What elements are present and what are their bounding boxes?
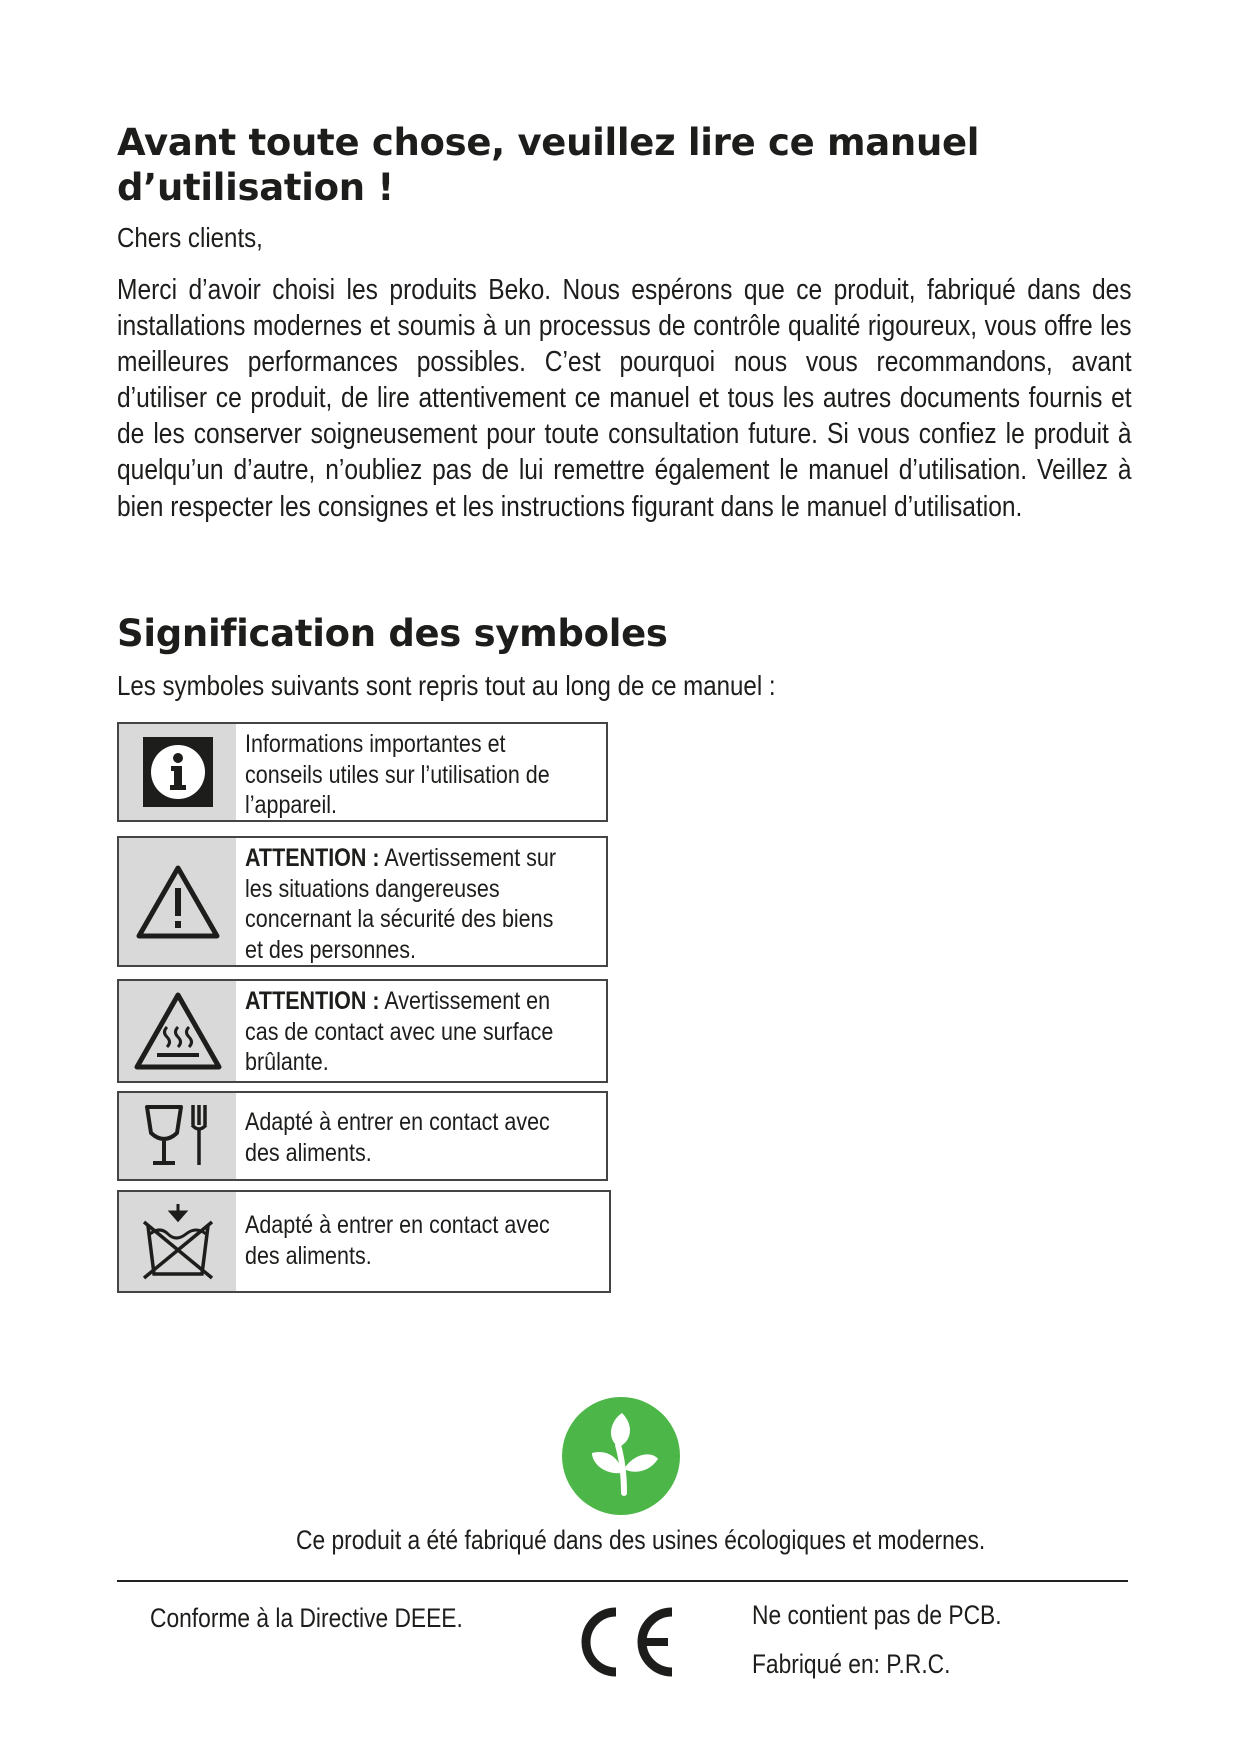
eco-caption: Ce produit a été fabriqué dans des usines écologiques et modernes.: [296, 1525, 986, 1555]
intro-paragraph: Merci d’avoir choisi les produits Beko. Nous espérons que ce produit, fabriqué dans des installations modernes et soumis à un processus de contrôle qualité rigoureux, vous offre les meilleures performances possibles. C’est pourquoi nous vous recommandons, avant d’utiliser ce produit, de lire attentivement ce manuel et tous les autres documents fournis et de les conserver soigneusement pour toute consultation future. Si vous confiez le produit à quelqu’un d’autre, n’oubliez pas de lui remettre également le manuel d’utilisation. Veillez à bien respecter les consignes et les instructions figurant dans le manuel d’utilisation.: [117, 274, 1132, 523]
salutation: Chers clients,: [117, 222, 263, 253]
page-title: Avant toute chose, veuillez lire ce manuel d’utilisation !: [117, 121, 980, 209]
weee-compliance: Conforme à la Directive DEEE.: [150, 1603, 463, 1633]
symbol-description: Adapté à entrer en contact avec des aliments.: [245, 1108, 550, 1167]
symbol-description: Informations importantes et conseils utiles sur l’utilisation de l’appareil.: [245, 730, 550, 819]
symbol-row-food-contact: [117, 1091, 608, 1181]
divider: [117, 1580, 1128, 1582]
eco-leaf-icon: [562, 1397, 680, 1515]
symbol-row-hot-surface: [117, 979, 608, 1083]
symbol-row-info: [117, 722, 608, 822]
food-contact-icon: [141, 1101, 215, 1171]
symbol-row-warning: [117, 836, 608, 967]
pcb-statement: Ne contient pas de PCB.: [752, 1600, 1002, 1630]
symbol-description: ATTENTION : Avertissement en cas de contact avec une surface brûlante.: [245, 987, 554, 1076]
made-in: Fabriqué en: P.R.C.: [752, 1649, 951, 1679]
symbols-title: Signification des symboles: [117, 612, 668, 655]
do-not-wash-icon: [140, 1202, 216, 1282]
hot-surface-icon: [133, 991, 223, 1071]
symbols-subtitle: Les symboles suivants sont repris tout au long de ce manuel :: [117, 670, 776, 701]
symbol-row-do-not-wash: [117, 1190, 611, 1293]
warning-triangle-icon: [135, 864, 221, 940]
ce-mark-icon: [568, 1604, 678, 1680]
symbol-description: ATTENTION : Avertissement sur les situations dangereuses concernant la sécurité des biens et des personnes.: [245, 844, 557, 964]
symbol-description: Adapté à entrer en contact avec des aliments.: [245, 1211, 550, 1270]
info-icon: [143, 737, 213, 807]
